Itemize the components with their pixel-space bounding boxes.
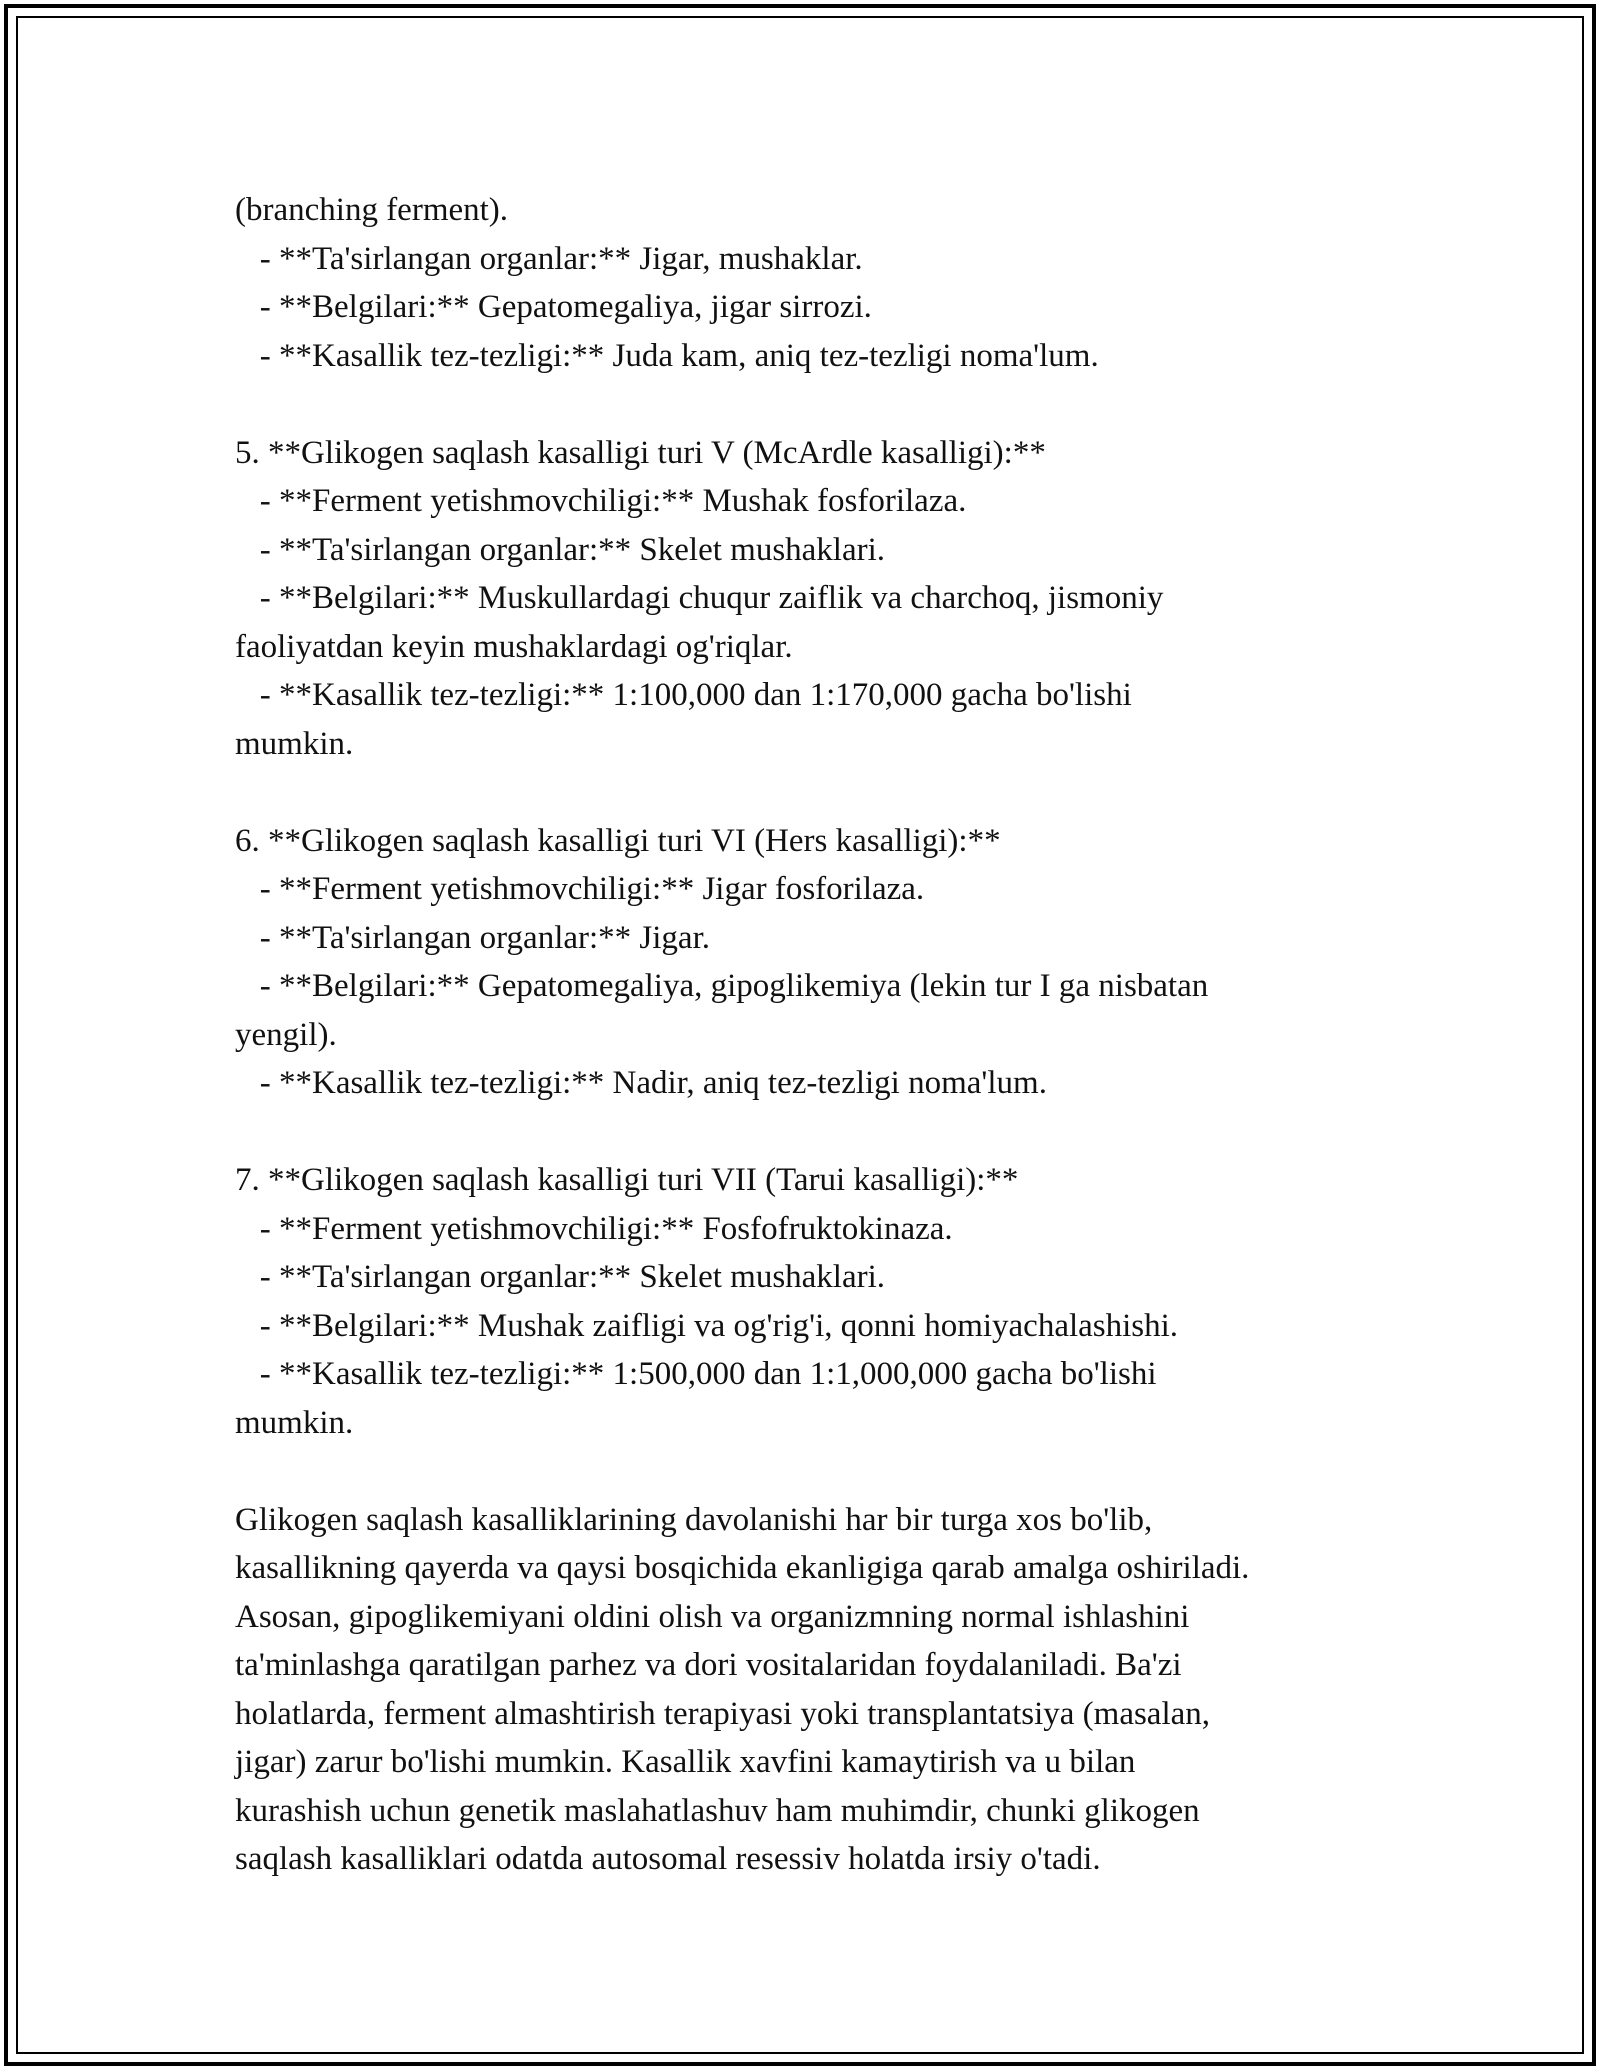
paragraph-line: Asosan, gipoglikemiyani oldini olish va organizmning normal ishlashini xyxy=(235,1598,1190,1635)
paragraph-line: ta'minlashga qaratilgan parhez va dori vositalaridan foydalaniladi. Ba'zi xyxy=(235,1647,1182,1683)
text-line: - **Belgilari:** Mushak zaifligi va og'rig'i, qonni homiyachalashishi. xyxy=(235,1307,1179,1344)
text-line: yengil). xyxy=(235,1016,337,1053)
blank-line xyxy=(235,380,1435,429)
blank-line xyxy=(235,1447,1435,1496)
text-line: - **Kasallik tez-tezligi:** 1:500,000 dan 1:1,000,000 gacha bo'lishi xyxy=(235,1356,1157,1392)
paragraph-line: jigar) zarur bo'lishi mumkin. Kasallik xavfini kamaytirish va u bilan xyxy=(235,1744,1136,1780)
text-line: mumkin. xyxy=(235,1404,354,1441)
paragraph-line: holatlarda, ferment almashtirish terapiyasi yoki transplantatsiya (masalan, xyxy=(235,1695,1211,1732)
text-line: faoliyatdan keyin mushaklardagi og'riqlar. xyxy=(235,628,793,665)
text-line: - **Ferment yetishmovchiligi:** Jigar fosforilaza. xyxy=(235,871,925,907)
text-line: - **Belgilari:** Gepatomegaliya, gipoglikemiya (lekin tur I ga nisbatan xyxy=(235,968,1209,1004)
text-line: - **Ta'sirlangan organlar:** Jigar, mushaklar. xyxy=(235,240,863,277)
text-line: (branching ferment). xyxy=(235,192,509,228)
text-line: - **Ferment yetishmovchiligi:** Fosfofruktokinaza. xyxy=(235,1210,953,1247)
document-body xyxy=(235,186,1435,1884)
text-line: - **Belgilari:** Gepatomegaliya, jigar sirrozi. xyxy=(235,289,872,325)
text-line: mumkin. xyxy=(235,725,354,762)
section-heading: 5. **Glikogen saqlash kasalligi turi V (McArdle kasalligi):** xyxy=(235,434,1046,471)
section-heading: 6. **Glikogen saqlash kasalligi turi VI (Hers kasalligi):** xyxy=(235,822,1001,859)
text-line: - **Ferment yetishmovchiligi:** Mushak fosforilaza. xyxy=(235,483,967,519)
section-heading: 7. **Glikogen saqlash kasalligi turi VII (Tarui kasalligi):** xyxy=(235,1162,1019,1198)
paragraph-line: kasallikning qayerda va qaysi bosqichida ekanligiga qarab amalga oshiriladi. xyxy=(235,1550,1250,1586)
text-line: - **Ta'sirlangan organlar:** Skelet mushaklari. xyxy=(235,531,886,568)
paragraph-line: Glikogen saqlash kasalliklarining davolanishi har bir turga xos bo'lib, xyxy=(235,1501,1153,1538)
paragraph-line: saqlash kasalliklari odatda autosomal resessiv holatda irsiy o'tadi. xyxy=(235,1841,1101,1877)
text-line: - **Kasallik tez-tezligi:** Nadir, aniq tez-tezligi noma'lum. xyxy=(235,1065,1047,1101)
paragraph-line: kurashish uchun genetik maslahatlashuv ham muhimdir, chunki glikogen xyxy=(235,1792,1200,1829)
blank-line xyxy=(235,768,1435,817)
blank-line xyxy=(235,1108,1435,1157)
text-line: - **Kasallik tez-tezligi:** 1:100,000 dan 1:170,000 gacha bo'lishi xyxy=(235,677,1132,713)
text-line: - **Ta'sirlangan organlar:** Jigar. xyxy=(235,919,710,956)
text-line: - **Ta'sirlangan organlar:** Skelet mushaklari. xyxy=(235,1259,886,1295)
text-line: - **Belgilari:** Muskullardagi chuqur zaiflik va charchoq, jismoniy xyxy=(235,580,1164,616)
text-line: - **Kasallik tez-tezligi:** Juda kam, aniq tez-tezligi noma'lum. xyxy=(235,337,1099,374)
